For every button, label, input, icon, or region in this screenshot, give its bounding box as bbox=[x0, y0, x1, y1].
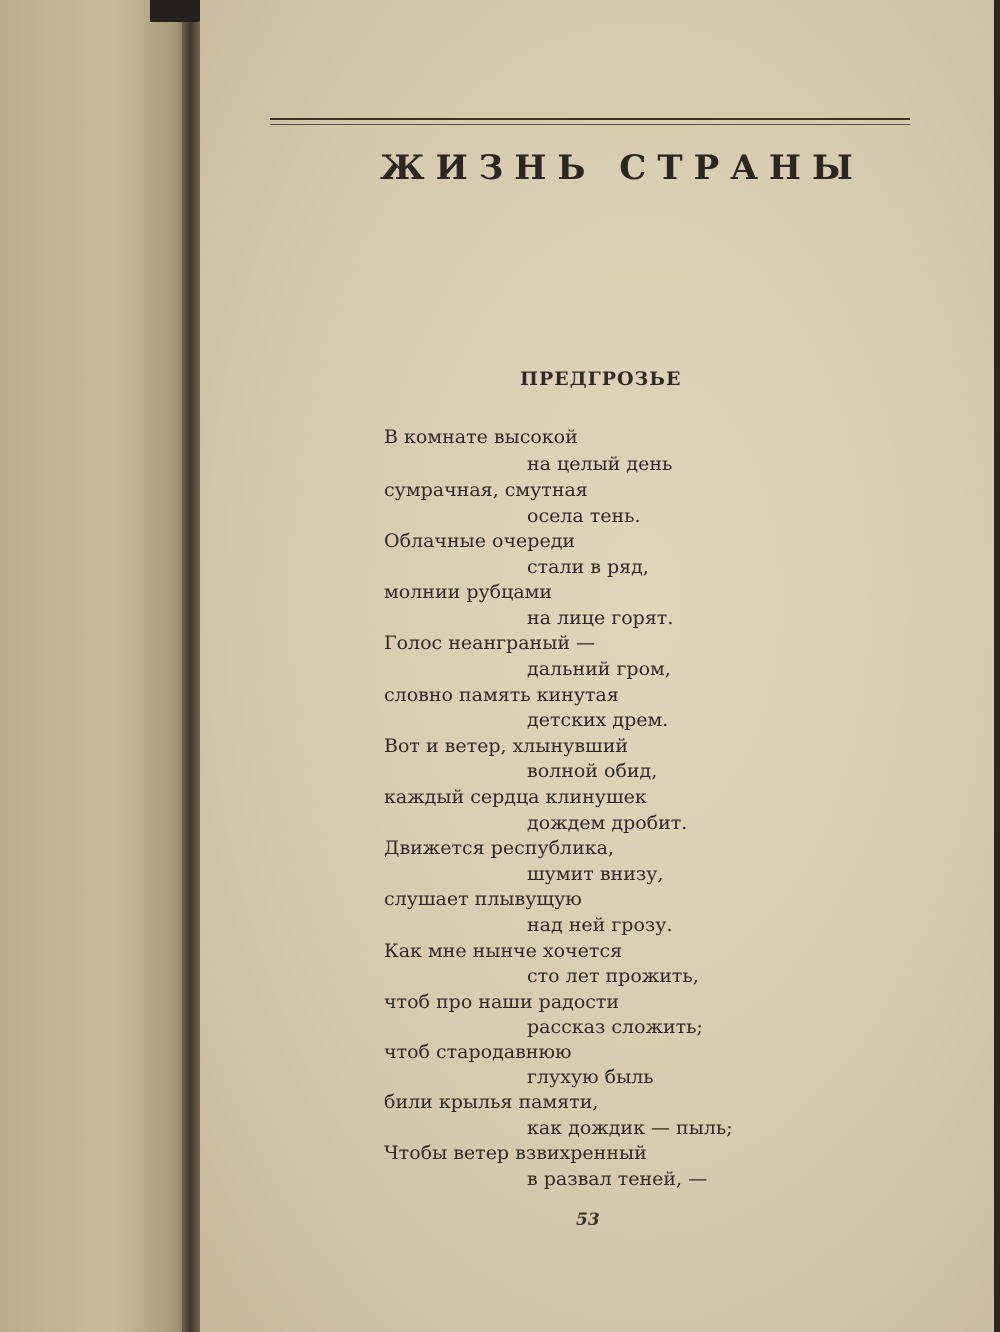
poem-line: сто лет прожить, bbox=[527, 965, 699, 987]
poem-line: над ней грозу. bbox=[527, 914, 673, 936]
poem-line: Как мне нынче хочется bbox=[384, 940, 623, 962]
poem-line: молнии рубцами bbox=[384, 581, 553, 603]
poem-line: чтоб стародавнюю bbox=[384, 1041, 572, 1063]
poem-line: рассказ сложить; bbox=[527, 1016, 703, 1038]
poem-line: слушает плывущую bbox=[384, 888, 582, 910]
poem-line: осела тень. bbox=[527, 505, 641, 527]
poem-line: дальний гром, bbox=[527, 658, 671, 680]
poem-line: били крылья памяти, bbox=[384, 1091, 599, 1113]
poem-line: детских дрем. bbox=[527, 709, 669, 731]
poem-line: на целый день bbox=[527, 453, 673, 475]
poem-line: сумрачная, смутная bbox=[384, 479, 588, 501]
poem-line: как дождик — пыль; bbox=[527, 1117, 733, 1139]
section-title: ЖИЗНЬ СТРАНЫ bbox=[380, 148, 864, 188]
poem-line: на лице горят. bbox=[527, 607, 674, 629]
page-number: 53 bbox=[576, 1210, 600, 1230]
poem-line: Облачные очереди bbox=[384, 530, 576, 552]
poem-line: Голос неанграный — bbox=[384, 632, 596, 654]
header-rule bbox=[270, 118, 910, 120]
poem-line: словно память кинутая bbox=[384, 684, 619, 706]
poem-line: каждый сердца клинушек bbox=[384, 786, 647, 808]
poem-line: стали в ряд, bbox=[527, 556, 649, 578]
poem-line: Чтобы ветер взвихренный bbox=[384, 1142, 647, 1164]
poem-line: В комнате высокой bbox=[384, 426, 578, 448]
poem-line: волной обид, bbox=[527, 760, 658, 782]
page-edge bbox=[994, 0, 1000, 1332]
left-page bbox=[0, 0, 190, 1332]
poem-line: Движется республика, bbox=[384, 837, 615, 859]
header-rule-thin bbox=[270, 124, 910, 125]
poem-title: ПРЕДГРОЗЬЕ bbox=[520, 368, 682, 390]
poem-line: глухую быль bbox=[527, 1066, 654, 1088]
poem-line: Вот и ветер, хлынувший bbox=[384, 735, 629, 757]
poem-line: чтоб про наши радости bbox=[384, 991, 620, 1013]
poem-line: шумит внизу, bbox=[527, 863, 664, 885]
poem-line: в развал теней, — bbox=[527, 1168, 708, 1190]
poem-line: дождем дробит. bbox=[527, 812, 688, 834]
